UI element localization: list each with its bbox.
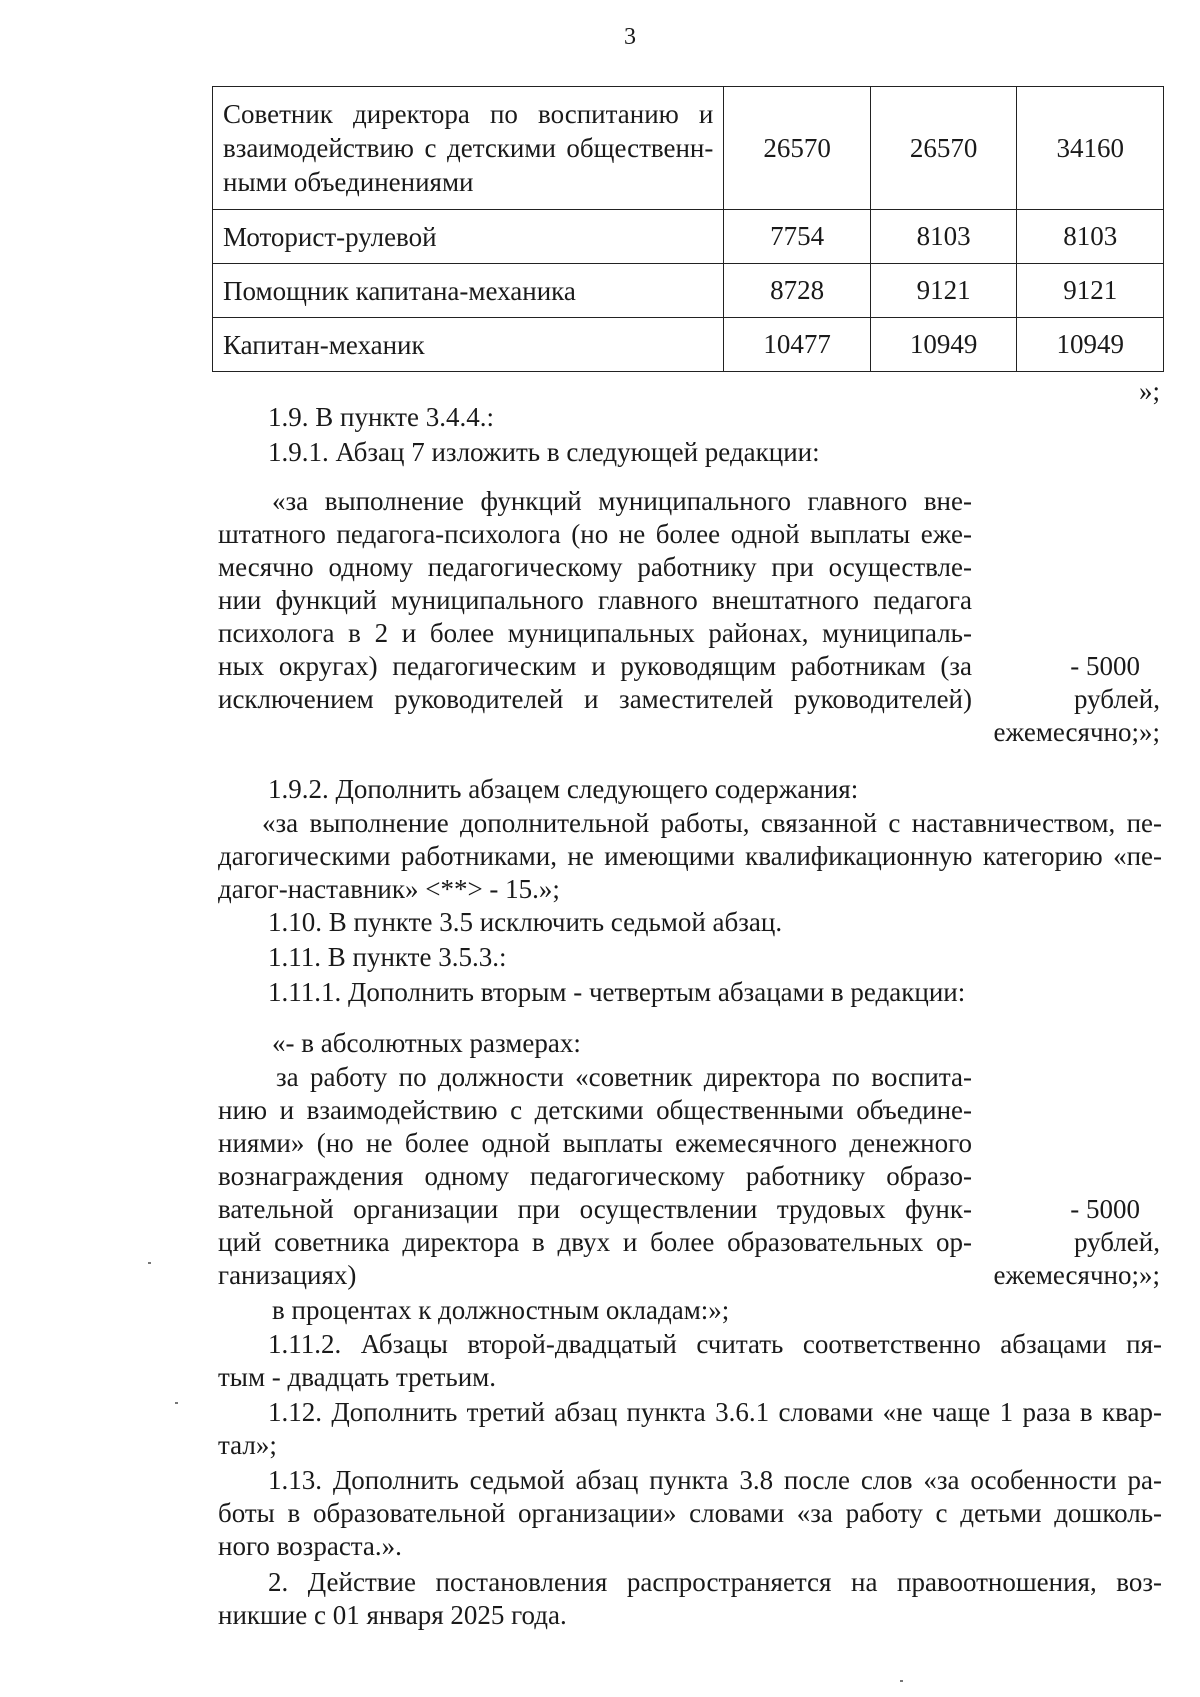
text-line: дагог-наставник» <**> - 15.»;	[218, 874, 560, 904]
amount-line: - 5000	[1070, 651, 1140, 681]
text-line: штатного педагога-психолога (но не более одной выплаты еже-	[218, 519, 972, 549]
table-row	[213, 87, 1164, 210]
paragraph-2	[218, 1566, 1162, 1632]
percent-line: в процентах к должностным окладам:»;	[272, 1295, 730, 1325]
scan-speck	[900, 1680, 903, 1682]
text-line: 1.11.2. Абзацы второй-двадцатый считать соответственно абзацами пя-	[268, 1329, 1162, 1359]
quote-advisor	[218, 1061, 972, 1292]
page-number: 3	[624, 24, 636, 50]
value-cell: 10949	[870, 318, 1017, 372]
table-row	[213, 264, 1164, 318]
text-line: 2. Действие постановления распространяется на правоотношения, воз-	[268, 1567, 1162, 1597]
paragraph-1-9-1: 1.9.1. Абзац 7 изложить в следующей редакции:	[268, 437, 820, 467]
table-row	[213, 318, 1164, 372]
text-line: нии функций муниципального главного внештатного педагога	[218, 585, 972, 615]
scan-speck	[148, 1262, 151, 1264]
value-cell: 8103	[870, 210, 1017, 264]
salary-table	[212, 86, 1164, 372]
value-cell: 8728	[724, 264, 871, 318]
value-cell: 34160	[1017, 87, 1164, 210]
value-cell: 10477	[724, 318, 871, 372]
position-cell	[213, 87, 724, 210]
text-line: психолога в 2 и более муниципальных районах, муниципаль-	[218, 618, 972, 648]
value-cell: 8103	[1017, 210, 1164, 264]
text-line: 1.12. Дополнить третий абзац пункта 3.6.1 словами «не чаще 1 раза в квар-	[268, 1397, 1162, 1427]
value-cell: 9121	[870, 264, 1017, 318]
position-line: Советник директора по воспитанию и	[223, 99, 714, 129]
text-line: исключением руководителей и заместителей руководителей)	[218, 684, 972, 714]
position-cell: Капитан-механик	[213, 318, 724, 372]
paragraph-1-11-1: 1.11.1. Дополнить вторым - четвертым абзацами в редакции:	[268, 977, 966, 1007]
amount-1	[994, 650, 1160, 749]
paragraph-1-11: 1.11. В пункте 3.5.3.:	[268, 942, 507, 972]
text-line: дагогическими работниками, не имеющими квалификационную категорию «пе-	[218, 841, 1162, 871]
position-cell: Моторист-рулевой	[213, 210, 724, 264]
value-cell: 26570	[724, 87, 871, 210]
text-line: «за выполнение дополнительной работы, связанной с наставничеством, пе-	[262, 808, 1162, 838]
amount-line: ежемесячно;»;	[993, 1260, 1160, 1290]
paragraph-1-12	[218, 1396, 1162, 1462]
text-line: ниями» (но не более одной выплаты ежемесячного денежного	[218, 1128, 972, 1158]
amount-line: ежемесячно;»;	[993, 717, 1160, 747]
amount-2	[994, 1193, 1160, 1292]
amount-line: рублей,	[1073, 1227, 1160, 1257]
table-closing-quote: »;	[1138, 376, 1160, 406]
scan-speck	[175, 1402, 178, 1404]
paragraph-1-9: 1.9. В пункте 3.4.4.:	[268, 402, 494, 432]
text-line: ного возраста.».	[218, 1531, 402, 1561]
paragraph-1-13	[218, 1464, 1162, 1563]
value-cell: 9121	[1017, 264, 1164, 318]
text-line: никшие с 01 января 2025 года.	[218, 1600, 567, 1630]
text-line: тал»;	[218, 1430, 277, 1460]
position-line: ными объединениями	[223, 167, 474, 197]
text-line: вознаграждения одному педагогическому работнику образо-	[218, 1161, 972, 1191]
absolute-sizes-line: «- в абсолютных размерах:	[272, 1028, 581, 1058]
text-line: нию и взаимодействию с детскими общественными объедине-	[218, 1095, 972, 1125]
paragraph-1-11-2	[218, 1328, 1162, 1394]
paragraph-1-9-2: 1.9.2. Дополнить абзацем следующего содержания:	[268, 774, 859, 804]
amount-line: - 5000	[1070, 1194, 1140, 1224]
paragraph-1-10: 1.10. В пункте 3.5 исключить седьмой абзац.	[268, 907, 783, 937]
position-cell: Помощник капитана-механика	[213, 264, 724, 318]
amount-line: рублей,	[1073, 684, 1160, 714]
value-cell: 26570	[870, 87, 1017, 210]
text-line: вательной организации при осуществлении трудовых функ-	[218, 1194, 972, 1224]
text-line: «за выполнение функций муниципального главного вне-	[272, 486, 972, 516]
text-line: за работу по должности «советник директора по воспита-	[276, 1062, 972, 1092]
position-line: взаимодействию с детскими общественн-	[223, 133, 714, 163]
text-line: месячно одному педагогическому работнику при осуществле-	[218, 552, 972, 582]
value-cell: 10949	[1017, 318, 1164, 372]
text-line: ций советника директора в двух и более образовательных ор-	[218, 1227, 972, 1257]
text-line: 1.13. Дополнить седьмой абзац пункта 3.8 после слов «за особенности ра-	[268, 1465, 1162, 1495]
text-line: ганизациях)	[218, 1260, 357, 1290]
text-line: тым - двадцать третьим.	[218, 1362, 496, 1392]
text-line: ных округах) педагогическим и руководящим работникам (за	[218, 651, 972, 681]
value-cell: 7754	[724, 210, 871, 264]
text-line: боты в образовательной организации» словами «за работу с детьми дошколь-	[218, 1498, 1162, 1528]
table-row	[213, 210, 1164, 264]
quote-mentoring	[218, 807, 1162, 906]
quote-psychologist	[218, 485, 972, 716]
